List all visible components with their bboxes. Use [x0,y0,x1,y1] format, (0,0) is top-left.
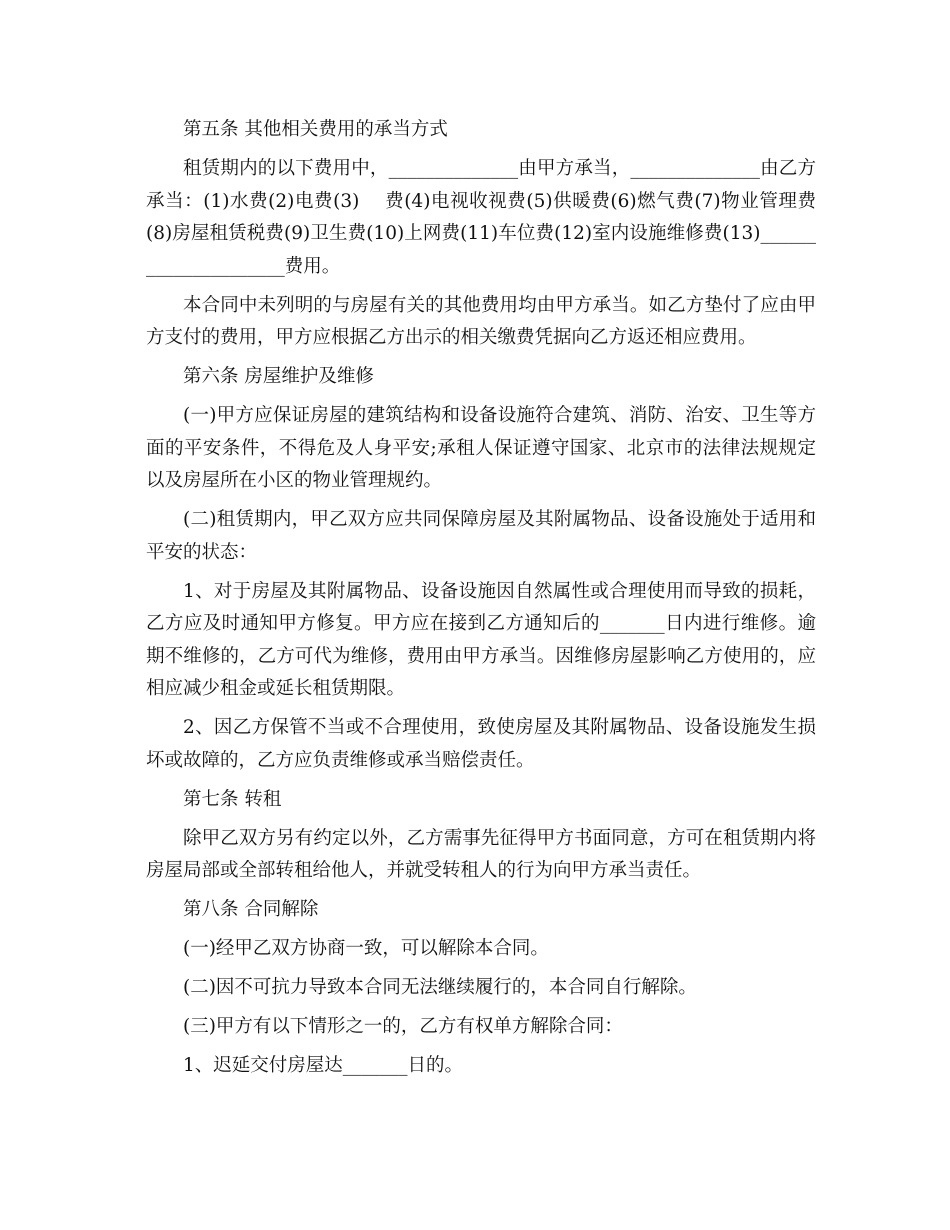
paragraph-maintenance-item-2: 2、因乙方保管不当或不合理使用，致使房屋及其附属物品、设备设施发生损坏或故障的，乙方应负责维修或承当赔偿责任。 [146,717,816,771]
paragraph-termination-item-1: 1、迟延交付房屋达_______日的。 [183,1055,464,1076]
section-heading-5: 第五条 其他相关费用的承当方式 [183,119,448,140]
paragraph-maintenance-1: (一)甲方应保证房屋的建筑结构和设备设施符合建筑、消防、治安、卫生等方面的平安条件，不得危及人身平安;承租人保证遵守国家、北京市的法律法规规定以及房屋所在小区的物业管理规约。 [146,405,816,491]
paragraph-sublease: 除甲乙双方另有约定以外，乙方需事先征得甲方书面同意，方可在租赁期内将房屋局部或全部转租给他人，并就受转租人的行为向甲方承当责任。 [146,827,816,881]
section-heading-8: 第八条 合同解除 [183,899,319,920]
paragraph-termination-3: (三)甲方有以下情形之一的，乙方有权单方解除合同： [183,1016,623,1037]
paragraph-termination-1: (一)经甲乙双方协商一致，可以解除本合同。 [183,938,549,959]
section-heading-7: 第七条 转租 [183,788,282,810]
section-heading-6: 第六条 房屋维护及维修 [183,366,374,387]
document-body [146,114,816,1083]
paragraph-fee-allocation: 租赁期内的以下费用中，______________由甲方承当，______________由乙方承当：(1)水费(2)电费(3) 费(4)电视收视费(5)供暖费(6)燃气费(7)物业管理费(8)房屋租赁税费(9)卫生费(10)上网费(11)车位费(12)室内设施维修费(13)_____________________费用。 [146,158,816,277]
paragraph-unlisted-fees: 本合同中未列明的与房屋有关的其他费用均由甲方承当。如乙方垫付了应由甲方支付的费用，甲方应根据乙方出示的相关缴费凭据向乙方返还相应费用。 [146,294,816,348]
paragraph-termination-2: (二)因不可抗力导致本合同无法继续履行的，本合同自行解除。 [183,977,697,998]
paragraph-maintenance-2: (二)租赁期内，甲乙双方应共同保障房屋及其附属物品、设备设施处于适用和平安的状态： [146,509,816,563]
paragraph-maintenance-item-1: 1、对于房屋及其附属物品、设备设施因自然属性或合理使用而导致的损耗，乙方应及时通知甲方修复。甲方应在接到乙方通知后的_______日内进行维修。逾期不维修的，乙方可代为维修，费用由甲方承当。因维修房屋影响乙方使用的，应相应减少租金或延长租赁期限。 [146,580,816,699]
